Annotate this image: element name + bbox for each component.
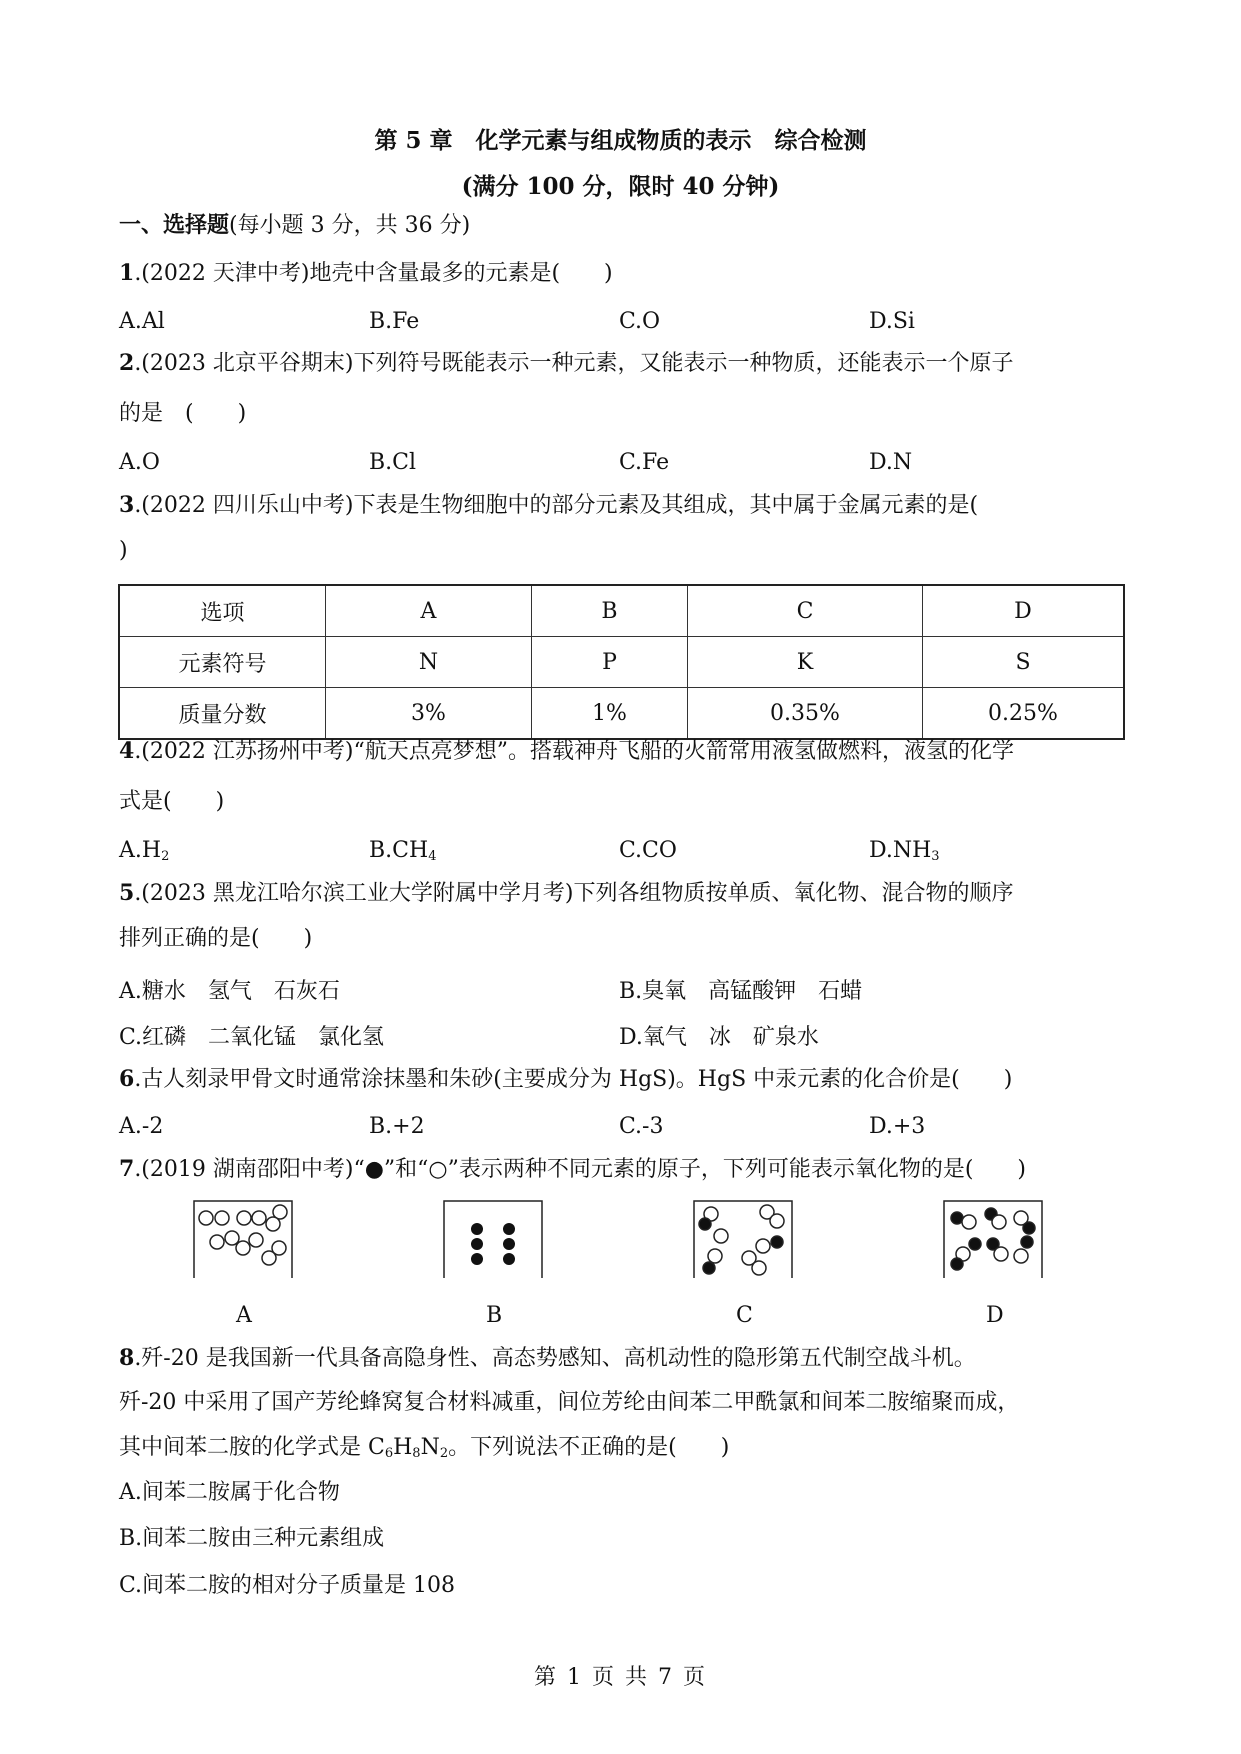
- option-a: A.糖水 氢气 石灰石: [119, 979, 340, 1004]
- question-text: .(2023 北京平谷期末)下列符号既能表示一种元素，又能表示一种物质，还能表示一个原子: [134, 351, 1014, 376]
- diagram-b: [443, 1200, 543, 1278]
- option-b: B.Fe: [369, 309, 420, 334]
- question-number: 1: [119, 260, 135, 286]
- question-number: 2: [119, 350, 135, 376]
- option-c: C.O: [619, 309, 661, 334]
- diagram-d: [943, 1200, 1043, 1278]
- option-c: C.Fe: [619, 450, 670, 475]
- table-cell: 质量分数: [119, 688, 326, 740]
- question-number: 7: [119, 1156, 135, 1182]
- option-b: B.Cl: [369, 450, 417, 475]
- subscript: 3: [931, 849, 940, 864]
- table-cell: P: [532, 637, 688, 688]
- question-number: 3: [119, 492, 135, 518]
- question-5-cont: 排列正确的是( ): [119, 926, 313, 951]
- option-c: C.间苯二胺的相对分子质量是 108: [119, 1573, 456, 1598]
- option-b: B.+2: [369, 1114, 425, 1139]
- diagram-label-b: B: [486, 1303, 503, 1328]
- subscript: 4: [428, 849, 437, 864]
- table-row: [119, 637, 1124, 688]
- option-d: D.+3: [869, 1114, 926, 1139]
- question-text: .(2022 四川乐山中考)下表是生物细胞中的部分元素及其组成，其中属于金属元素的是(: [134, 493, 979, 518]
- page-subtitle: (满分 100 分，限时 40 分钟): [461, 173, 780, 200]
- option-d: D.氧气 冰 矿泉水: [619, 1025, 819, 1050]
- option-b: B.间苯二胺由三种元素组成: [119, 1526, 385, 1551]
- option-a: A.Al: [119, 309, 165, 334]
- text-part: 。下列说法不正确的是( ): [448, 1435, 730, 1460]
- question-7: [119, 1158, 1026, 1181]
- question-text: .(2023 黑龙江哈尔滨工业大学附属中学月考)下列各组物质按单质、氧化物、混合物的顺序: [134, 881, 1014, 906]
- table-cell: A: [326, 585, 532, 637]
- table-cell: 0.35%: [688, 688, 923, 740]
- question-3: [119, 494, 978, 517]
- subscript: 2: [439, 1446, 449, 1461]
- section-heading: [119, 214, 470, 237]
- table-cell: 0.25%: [923, 688, 1125, 740]
- diagram-label-a: A: [236, 1303, 252, 1328]
- question-text: .歼-20 是我国新一代具备高隐身性、高态势感知、高机动性的隐形第五代制空战斗机。: [134, 1346, 976, 1371]
- page-title: 第 5 章 化学元素与组成物质的表示 综合检测: [374, 127, 867, 154]
- option-d: D.N: [869, 450, 913, 475]
- table-row: [119, 688, 1124, 740]
- option-a: [119, 838, 169, 864]
- question-text: .(2022 天津中考)地壳中含量最多的元素是( ): [134, 261, 613, 286]
- diagram-a: [193, 1200, 293, 1278]
- option-d: [869, 838, 940, 864]
- question-4: [119, 740, 1014, 763]
- question-number: 5: [119, 880, 135, 906]
- question-4-cont: 式是( ): [119, 789, 225, 814]
- table-cell: D: [923, 585, 1125, 637]
- table-cell: N: [326, 637, 532, 688]
- option-c: C.-3: [619, 1114, 664, 1139]
- question-1: [119, 262, 613, 285]
- option-c: C.红磷 二氧化锰 氯化氢: [119, 1025, 385, 1050]
- question-6: [119, 1068, 1012, 1091]
- table-cell: S: [923, 637, 1125, 688]
- table-cell: 选项: [119, 585, 326, 637]
- diagram-c: [693, 1200, 793, 1278]
- question-2: [119, 352, 1013, 375]
- table-row: [119, 585, 1124, 637]
- section-label: 一、选择题: [119, 212, 230, 238]
- option-a: A.间苯二胺属于化合物: [119, 1480, 340, 1505]
- option-b: [369, 838, 436, 864]
- option-text: D.NH: [869, 838, 932, 863]
- table-cell: 3%: [326, 688, 532, 740]
- question-3-cont: ): [119, 538, 128, 563]
- diagram-label-d: D: [986, 1303, 1004, 1328]
- section-note: (每小题 3 分，共 36 分): [229, 213, 471, 238]
- subscript: 6: [384, 1446, 394, 1461]
- option-text: B.CH: [369, 838, 429, 863]
- question-number: 4: [119, 738, 135, 764]
- text-part: 其中间苯二胺的化学式是 C: [119, 1435, 385, 1460]
- option-a: A.O: [119, 450, 160, 475]
- table-cell: B: [532, 585, 688, 637]
- text-part: N: [420, 1435, 440, 1460]
- question-5: [119, 882, 1013, 905]
- question-text: .(2022 江苏扬州中考)“航天点亮梦想”。搭载神舟飞船的火箭常用液氢做燃料，液氢的化学: [134, 739, 1014, 764]
- table-cell: 元素符号: [119, 637, 326, 688]
- element-table: [118, 584, 1125, 740]
- question-number: 6: [119, 1066, 135, 1092]
- option-a: A.-2: [119, 1114, 164, 1139]
- option-b: B.臭氧 高锰酸钾 石蜡: [619, 979, 863, 1004]
- page-footer: 第 1 页 共 7 页: [534, 1665, 707, 1690]
- question-number: 8: [119, 1345, 135, 1371]
- question-8-cont-2: [119, 1437, 729, 1460]
- subscript: 2: [161, 849, 170, 864]
- diagram-label-c: C: [736, 1303, 753, 1328]
- option-d: D.Si: [869, 309, 915, 334]
- option-text: A.H: [119, 838, 162, 863]
- table-cell: C: [688, 585, 923, 637]
- option-c: C.CO: [619, 838, 677, 863]
- question-text: .古人刻录甲骨文时通常涂抹墨和朱砂(主要成分为 HgS)。HgS 中汞元素的化合价是( ): [134, 1067, 1013, 1092]
- text-part: H: [393, 1435, 413, 1460]
- table-cell: K: [688, 637, 923, 688]
- question-2-cont: 的是 ( ): [119, 401, 247, 426]
- subscript: 8: [412, 1446, 421, 1461]
- question-8: [119, 1347, 976, 1370]
- question-8-cont-1: 歼-20 中采用了国产芳纶蜂窝复合材料减重，间位芳纶由间苯二甲酰氯和间苯二胺缩聚而成，: [119, 1390, 1020, 1415]
- table-cell: 1%: [532, 688, 688, 740]
- question-text: .(2019 湖南邵阳中考)“●”和“○”表示两种不同元素的原子，下列可能表示氧化物的是( ): [134, 1157, 1027, 1182]
